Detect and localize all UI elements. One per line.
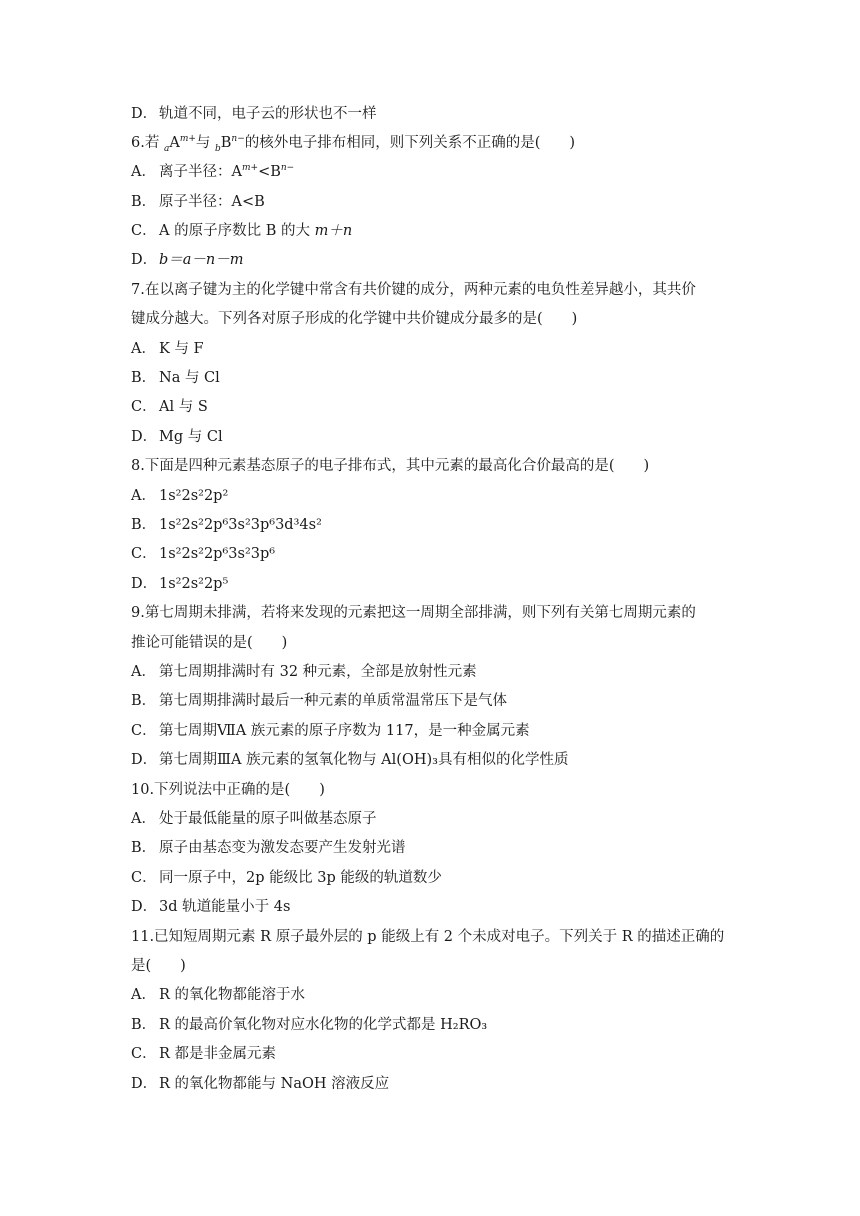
option-text: 同一原子中，2p 能级比 3p 能级的轨道数少	[159, 870, 442, 886]
q10-option-a	[131, 809, 377, 829]
q6-charge-m: m+	[179, 134, 196, 145]
option-text	[159, 221, 352, 241]
option-letter: B．	[131, 370, 157, 386]
option-text: R 都是非金属元素	[159, 1046, 277, 1062]
option-letter: C．	[131, 1046, 157, 1062]
option-letter: A．	[131, 341, 156, 357]
option-letter: C．	[131, 723, 157, 739]
option-text: 1s²2s²2p²	[159, 488, 229, 504]
q6-charge-n: n−	[231, 134, 245, 145]
q6-stem-mid: 与	[195, 135, 215, 151]
q10-option-c	[131, 868, 442, 888]
option-letter: B．	[131, 693, 157, 709]
q6-c-var: m＋n	[314, 223, 353, 239]
q6-option-a	[131, 162, 294, 182]
option-letter: D．	[131, 106, 158, 122]
option-letter: A．	[131, 987, 156, 1003]
option-letter: B．	[131, 840, 157, 856]
option-text: R 的最高价氧化物对应水化物的化学式都是 H₂RO₃	[159, 1017, 488, 1033]
option-text: K 与 F	[159, 341, 204, 357]
q9-option-a	[131, 662, 477, 682]
q11-option-b	[131, 1015, 487, 1035]
q10-option-b	[131, 838, 406, 858]
option-text: 第七周期ⅦA 族元素的原子序数为 117，是一种金属元素	[159, 723, 530, 739]
option-letter: A．	[131, 811, 156, 827]
q7-option-d	[131, 427, 223, 447]
q5-option-d	[131, 104, 377, 124]
option-text: 1s²2s²2p⁶3s²3p⁶3d³4s²	[159, 517, 322, 533]
option-letter: C．	[131, 870, 157, 886]
option-letter: C．	[131, 546, 157, 562]
q7-option-b	[131, 368, 220, 388]
option-text: 原子由基态变为激发态要产生发射光谱	[159, 840, 406, 856]
q6-stem-pre: 6.若	[131, 135, 164, 151]
option-text: 1s²2s²2p⁵	[159, 576, 229, 592]
q6-a-sup1: m+	[241, 163, 259, 174]
q6-stem	[131, 133, 575, 153]
option-text: 第七周期ⅢA 族元素的氢氧化物与 Al(OH)₃具有相似的化学性质	[159, 752, 569, 768]
option-text	[159, 162, 294, 182]
q11-stem-line1: 11.已知短周期元素 R 原子最外层的 p 能级上有 2 个未成对电子。下列关于 R 的描述正确的	[131, 929, 725, 945]
option-letter: D．	[131, 1076, 158, 1092]
q11-option-a	[131, 985, 305, 1005]
option-letter: A．	[131, 664, 156, 680]
option-letter: D．	[131, 429, 158, 445]
q8-option-d	[131, 574, 228, 594]
q9-option-c	[131, 721, 530, 741]
q8-option-a	[131, 486, 228, 506]
option-text: 轨道不同，电子云的形状也不一样	[159, 106, 377, 122]
q9-option-d	[131, 750, 568, 770]
q10-stem: 10.下列说法中正确的是( )	[131, 782, 325, 798]
option-letter: B．	[131, 517, 157, 533]
q7-option-c	[131, 397, 208, 417]
option-letter: D．	[131, 252, 158, 268]
q6-stem-post: 的核外电子排布相同，则下列关系不正确的是( )	[244, 135, 576, 151]
q6-sub-a: a	[163, 143, 170, 154]
option-letter: C．	[131, 223, 157, 239]
option-letter: B．	[131, 194, 157, 210]
option-letter: A．	[131, 488, 156, 504]
option-text: Al 与 S	[159, 399, 208, 415]
q7-stem-line2: 键成分越大。下列各对原子形成的化学键中共价键成分最多的是( )	[131, 311, 578, 327]
q6-option-c	[131, 221, 352, 241]
q11-option-c	[131, 1044, 276, 1064]
q11-stem-line2: 是( )	[131, 958, 186, 974]
q8-option-c	[131, 544, 275, 564]
q6-option-b	[131, 192, 265, 212]
q8-option-b	[131, 515, 322, 535]
q6-a-mid: <B	[258, 164, 281, 180]
option-text: 处于最低能量的原子叫做基态原子	[159, 811, 377, 827]
q9-stem-line2: 推论可能错误的是( )	[131, 635, 288, 651]
option-letter: D．	[131, 899, 158, 915]
option-text: 第七周期排满时最后一种元素的单质常温常压下是气体	[159, 693, 507, 709]
option-text: R 的氧化物都能与 NaOH 溶液反应	[159, 1076, 390, 1092]
option-text: 原子半径：A<B	[159, 194, 265, 210]
q6-symbol-a: A	[169, 135, 180, 151]
q7-option-a	[131, 339, 204, 359]
option-text: 第七周期排满时有 32 种元素，全部是放射性元素	[159, 664, 477, 680]
option-text: b＝a－n－m	[159, 252, 244, 268]
q7-stem-line1: 7.在以离子键为主的化学键中常含有共价键的成分，两种元素的电负性差异越小，其共价	[131, 282, 696, 298]
q9-option-b	[131, 691, 507, 711]
q11-option-d	[131, 1074, 389, 1094]
option-text: Mg 与 Cl	[159, 429, 223, 445]
q6-c-pre: A 的原子序数比 B 的大	[159, 223, 315, 239]
option-letter: D．	[131, 752, 158, 768]
q6-sub-b: b	[215, 143, 221, 154]
q6-a-pre: 离子半径：A	[159, 164, 242, 180]
q10-option-d	[131, 897, 290, 917]
option-letter: C．	[131, 399, 157, 415]
q9-stem-line1: 9.第七周期未排满，若将来发现的元素把这一周期全部排满，则下列有关第七周期元素的	[131, 605, 696, 621]
option-text: 3d 轨道能量小于 4s	[159, 899, 291, 915]
option-letter: D．	[131, 576, 158, 592]
q6-a-sup2: n−	[280, 163, 295, 174]
option-letter: B．	[131, 1017, 157, 1033]
q8-stem: 8.下面是四种元素基态原子的电子排布式，其中元素的最高化合价最高的是( )	[131, 458, 650, 474]
q6-symbol-b: B	[220, 135, 232, 151]
option-text: Na 与 Cl	[159, 370, 220, 386]
option-letter: A．	[131, 164, 156, 180]
option-text: 1s²2s²2p⁶3s²3p⁶	[159, 546, 276, 562]
option-text: R 的氧化物都能溶于水	[159, 987, 306, 1003]
q6-option-d	[131, 250, 244, 270]
